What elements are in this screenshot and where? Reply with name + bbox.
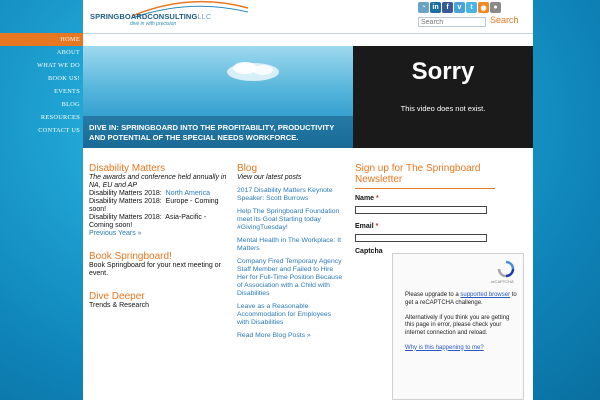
blog-column bbox=[237, 163, 345, 345]
dm-europe: Disability Matters 2018: Europe - Coming soon! bbox=[89, 198, 219, 213]
left-column bbox=[89, 163, 231, 310]
disability-subtitle: The awards and conference held annually in NA, EU and AP bbox=[89, 174, 227, 189]
book-springboard-title[interactable]: Book Springboard! bbox=[89, 251, 172, 262]
main-nav bbox=[0, 33, 83, 137]
video-error-title: Sorry bbox=[411, 58, 475, 85]
recaptcha-icon bbox=[497, 260, 515, 278]
blog-post-link[interactable]: Help The Springboard Foundation meet its Goal Starting today #GivingTuesday! bbox=[237, 208, 340, 231]
recaptcha-box bbox=[392, 253, 524, 400]
nav-item-home[interactable]: HOME bbox=[0, 33, 83, 46]
hero-banner bbox=[83, 46, 353, 148]
nav-item-resources[interactable]: RESOURCES bbox=[40, 114, 80, 121]
nav-item-events[interactable]: EVENTS bbox=[54, 88, 80, 95]
site-logo[interactable] bbox=[90, 2, 260, 30]
header-divider bbox=[83, 33, 533, 34]
nav-item-about[interactable]: ABOUT bbox=[56, 49, 80, 56]
blog-post-link[interactable]: Company Fired Temporary Agency Staff Member and Failed to Hire Her for Full-Time Position Because of Association with a Child with Disabilities bbox=[237, 258, 343, 297]
dive-deeper-title[interactable]: Dive Deeper bbox=[89, 291, 145, 302]
facebook-icon[interactable]: f bbox=[442, 2, 453, 13]
supported-browser-link[interactable]: supported browser bbox=[460, 292, 511, 298]
nav-item-blog[interactable]: BLOG bbox=[61, 101, 80, 108]
nav-item-contact-us[interactable]: CONTACT US bbox=[38, 127, 80, 134]
newsletter-title: Sign up for The Springboard Newsletter bbox=[355, 163, 481, 185]
nav-item-what-we-do[interactable]: WHAT WE DO bbox=[37, 62, 80, 69]
why-happening-link[interactable]: Why is this happening to me? bbox=[405, 344, 484, 351]
social-icons bbox=[418, 2, 501, 13]
blog-post-link[interactable]: 2017 Disability Matters Keynote Speaker: Scott Burrows bbox=[237, 187, 333, 202]
dm-north-america: Disability Matters 2018: North America bbox=[89, 190, 211, 197]
email-field[interactable] bbox=[355, 234, 487, 242]
email-label: Email * bbox=[355, 223, 379, 230]
name-label: Name * bbox=[355, 195, 379, 202]
blog-post-link[interactable]: Mental Health in The Workplace: It Matters bbox=[237, 237, 342, 252]
vimeo-icon[interactable]: v bbox=[454, 2, 465, 13]
nav-item-book-us[interactable]: BOOK US! bbox=[48, 75, 80, 82]
blog-title[interactable]: Blog bbox=[237, 163, 258, 174]
blog-subtitle: View our latest posts bbox=[237, 174, 302, 181]
newsletter-column bbox=[355, 163, 495, 255]
recaptcha-message: Please upgrade to a supported browser to get a reCAPTCHA challenge. Alternatively if you think you are getting this page in error, please check your internet connection and reload. Why is this happening to me? bbox=[405, 292, 517, 351]
linkedin-icon[interactable]: in bbox=[430, 2, 441, 13]
disability-matters-title[interactable]: Disability Matters bbox=[89, 163, 166, 174]
rss-icon-left[interactable]: ◔ bbox=[418, 2, 429, 13]
name-field[interactable] bbox=[355, 206, 487, 214]
newsletter-divider bbox=[355, 188, 495, 189]
previous-years-link[interactable]: Previous Years » bbox=[89, 230, 142, 237]
read-more-blog-link[interactable]: Read More Blog Posts » bbox=[237, 332, 311, 339]
twitter-icon[interactable]: t bbox=[466, 2, 477, 13]
logo-tagline: dive in with precision bbox=[130, 21, 177, 27]
video-error-message: This video does not exist. bbox=[400, 104, 486, 113]
recaptcha-logo-text: reCAPTCHA bbox=[491, 279, 514, 284]
dm-asia-pacific: Disability Matters 2018: Asia-Pacific - Coming soon! bbox=[89, 214, 207, 229]
video-player[interactable] bbox=[353, 46, 533, 148]
podcast-icon[interactable]: ● bbox=[490, 2, 501, 13]
captcha-label: Captcha bbox=[355, 248, 383, 255]
north-america-link[interactable]: North America bbox=[165, 190, 211, 197]
dive-deeper-text: Trends & Research bbox=[89, 302, 150, 309]
search-input[interactable] bbox=[418, 17, 486, 27]
blog-post-link[interactable]: Leave as a Reasonable Accommodation for Employees with Disabilities bbox=[237, 303, 332, 326]
swimmer-splash-graphic bbox=[223, 54, 283, 84]
book-springboard-text: Book Springboard for your next meeting or event. bbox=[89, 262, 221, 277]
search-button[interactable]: Search bbox=[490, 15, 519, 25]
rss-icon[interactable]: ◉ bbox=[478, 2, 489, 13]
logo-text: SPRINGBOARDCONSULTINGLLC bbox=[90, 12, 212, 21]
banner-caption: DIVE IN: SPRINGBOARD INTO THE PROFITABILITY, PRODUCTIVITY AND POTENTIAL OF THE SPECIAL NEEDS WORKFORCE. bbox=[89, 123, 335, 142]
blog-post-list bbox=[237, 187, 345, 327]
